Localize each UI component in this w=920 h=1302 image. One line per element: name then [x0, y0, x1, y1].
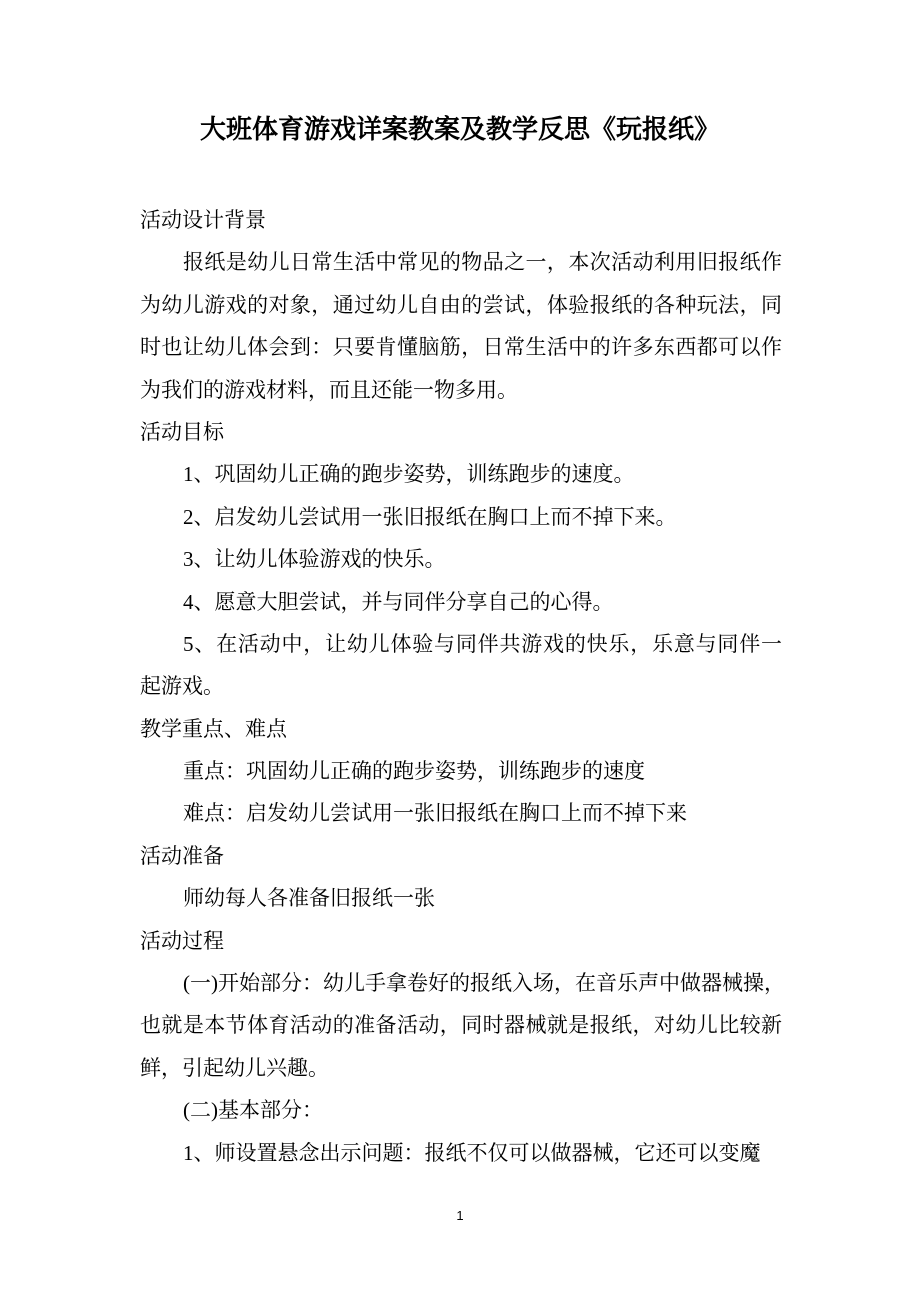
paragraph	[140, 962, 785, 1089]
paragraph	[140, 538, 782, 580]
section-heading	[140, 835, 782, 877]
section-heading	[140, 411, 782, 453]
paragraph	[140, 792, 782, 834]
text-line: 鲜，引起幼儿兴趣。	[140, 1055, 329, 1080]
text-line: 时也让幼儿体会到：只要肯懂脑筋，日常生活中的许多东西都可以作	[140, 335, 782, 360]
paragraph	[140, 241, 782, 411]
text-line: 活动设计背景	[140, 208, 266, 232]
section-heading	[140, 708, 782, 750]
text-line: 2、启发幼儿尝试用一张旧报纸在胸口上而不掉下来。	[183, 504, 677, 529]
text-line: 3、让幼儿体验游戏的快乐。	[183, 547, 446, 572]
text-line: (一)开始部分：幼儿手拿卷好的报纸入场，在音乐声中做器械操，	[183, 971, 785, 996]
text-line: 为幼儿游戏的对象，通过幼儿自由的尝试，体验报纸的各种玩法，同	[140, 292, 782, 317]
text-line: 也就是本节体育活动的准备活动，同时器械就是报纸，对幼儿比较新	[140, 1013, 782, 1038]
text-line: 活动准备	[140, 843, 224, 868]
text-line: (二)基本部分：	[183, 1098, 323, 1123]
text-line: 师幼每人各准备旧报纸一张	[183, 886, 435, 911]
text-line: 难点：启发幼儿尝试用一张旧报纸在胸口上而不掉下来	[183, 801, 687, 826]
document-body	[140, 199, 785, 1174]
text-line: 报纸是幼儿日常生活中常见的物品之一，本次活动利用旧报纸作	[183, 250, 782, 275]
text-line: 活动过程	[140, 928, 224, 953]
paragraph	[140, 1132, 782, 1174]
text-line: 1、巩固幼儿正确的跑步姿势，训练跑步的速度。	[183, 462, 635, 487]
text-line: 活动目标	[140, 419, 224, 444]
text-line: 起游戏。	[140, 674, 224, 699]
text-line: 教学重点、难点	[140, 716, 287, 741]
text-line: 为我们的游戏材料，而且还能一物多用。	[140, 377, 518, 402]
paragraph	[140, 453, 782, 495]
paragraph	[140, 750, 782, 792]
section-heading	[140, 199, 782, 241]
text-line: 5、在活动中，让幼儿体验与同伴共游戏的快乐，乐意与同伴一	[183, 631, 782, 656]
paragraph	[140, 623, 782, 708]
text-line: 1、师设置悬念出示问题：报纸不仅可以做器械，它还可以变魔	[183, 1140, 761, 1165]
paragraph	[140, 496, 782, 538]
text-line: 4、愿意大胆尝试，并与同伴分享自己的心得。	[183, 589, 614, 614]
section-heading	[140, 920, 782, 962]
paragraph	[140, 581, 782, 623]
page-number: 1	[456, 1208, 464, 1223]
paragraph	[140, 877, 782, 919]
document-title: 大班体育游戏详案教案及教学反思《玩报纸》	[199, 115, 720, 144]
text-line: 重点：巩固幼儿正确的跑步姿势，训练跑步的速度	[183, 759, 645, 784]
paragraph	[140, 1089, 782, 1131]
